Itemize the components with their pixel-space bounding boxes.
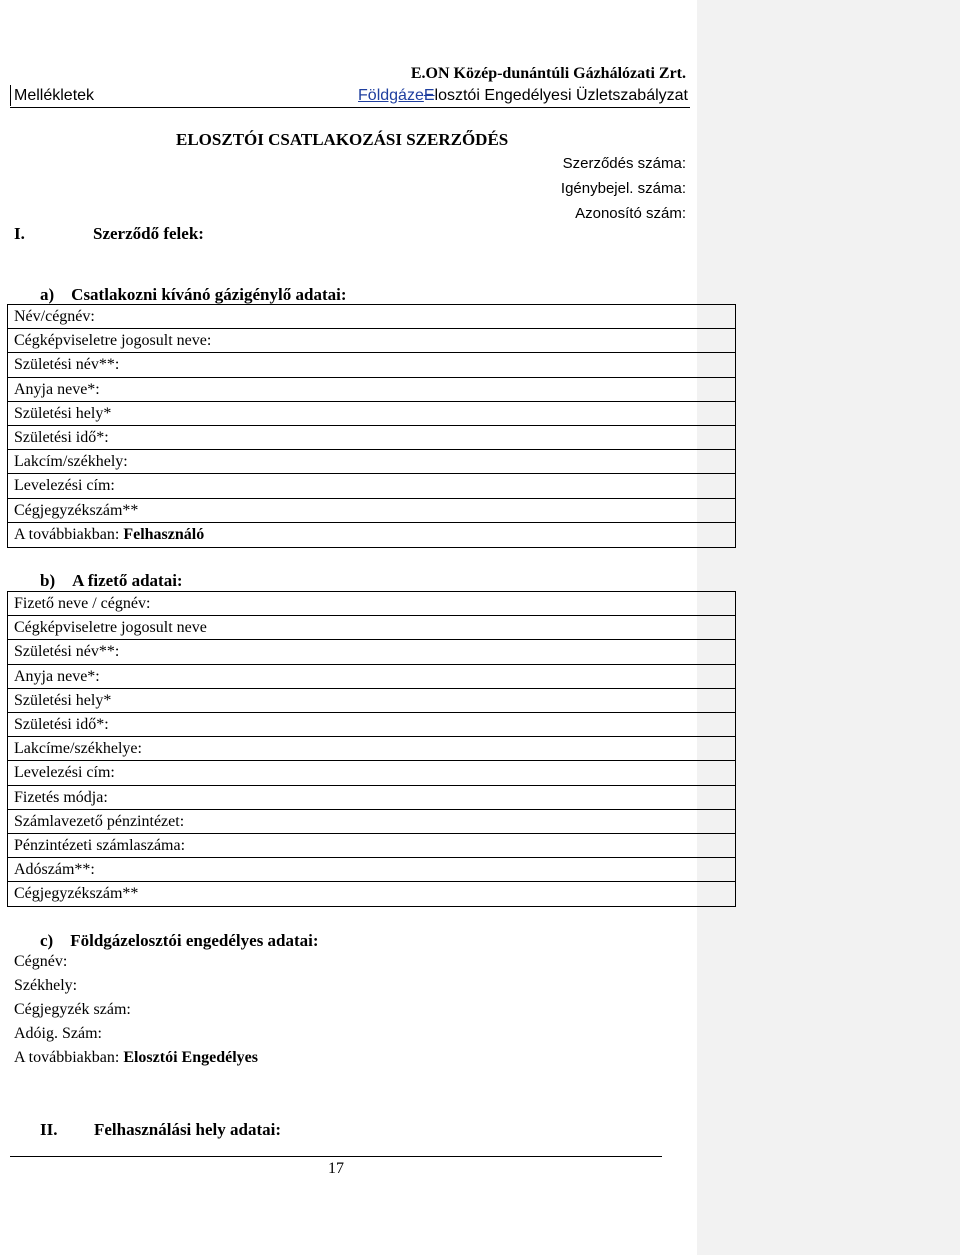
table-row: Cégképviseletre jogosult neve:: [8, 329, 735, 353]
table-row: Pénzintézeti számlaszáma:: [8, 834, 735, 858]
part-c-line: Székhely:: [14, 977, 78, 994]
tracked-insertion: Földgáze: [358, 87, 424, 104]
header-rule: [10, 107, 690, 108]
part-c-alias-line: [14, 1049, 258, 1067]
table-row: Cégképviseletre jogosult neve: [8, 616, 735, 640]
regulation-rest: losztói Engedélyesi Üzletszabályzat: [434, 87, 688, 104]
party-alias: Felhasználó: [123, 525, 205, 543]
section1-title: Szerződő felek:: [93, 224, 204, 243]
row-label: A továbbiakban:: [14, 1049, 124, 1066]
part-b-heading: b) A fizető adatai:: [40, 571, 183, 590]
section2-title: Felhasználási hely adatai:: [94, 1120, 282, 1139]
table-row: Levelezési cím:: [8, 761, 735, 785]
part-c-line: Adóig. Szám:: [14, 1025, 102, 1042]
table-row: Lakcím/székhely:: [8, 450, 735, 474]
header-left-label: Mellékletek: [14, 87, 95, 104]
table-row: Születési hely*: [8, 402, 735, 426]
header-change-bar: [10, 85, 11, 106]
id-number-label: Azonosító szám:: [575, 205, 686, 222]
table-row: Születési idő*:: [8, 426, 735, 450]
section2-number: II.: [40, 1120, 58, 1139]
part-c-heading: c) Földgázelosztói engedélyes adatai:: [40, 931, 319, 950]
tracked-deletion: E: [423, 87, 435, 104]
table-row: Cégjegyzékszám**: [14, 885, 139, 903]
contract-number-label: Szerződés száma:: [562, 155, 686, 172]
party-alias: Elosztói Engedélyes: [123, 1049, 258, 1066]
table-row: Cégjegyzékszám**: [8, 499, 735, 523]
part-a-table: [7, 304, 736, 548]
table-row: Születési idő*:: [8, 713, 735, 737]
table-row: Név/cégnév:: [8, 305, 735, 329]
part-c-line: Cégnév:: [14, 953, 68, 970]
page-number: 17: [328, 1160, 344, 1177]
table-row: Anyja neve*:: [8, 665, 735, 689]
header-company: E.ON Közép-dunántúli Gázhálózati Zrt.: [410, 65, 686, 82]
document-title: ELOSZTÓI CSATLAKOZÁSI SZERZŐDÉS: [176, 130, 509, 149]
table-row: Fizető neve / cégnév:: [8, 592, 735, 616]
section1-number: I.: [14, 224, 25, 243]
table-row: Adószám**:: [8, 858, 735, 882]
table-row: Számlavezető pénzintézet:: [8, 810, 735, 834]
comment-pane: [697, 0, 960, 1255]
part-c-line: Cégjegyzék szám:: [14, 1001, 131, 1018]
part-a-heading: a) Csatlakozni kívánó gázigénylő adatai:: [40, 285, 347, 304]
part-b-table: [7, 591, 736, 907]
table-row: [8, 523, 735, 547]
request-number-label: Igénybejel. száma:: [560, 180, 686, 197]
table-row: Levelezési cím:: [8, 474, 735, 498]
table-row: Születési hely*: [8, 689, 735, 713]
table-row: Születési név**:: [8, 640, 735, 664]
table-row: Anyja neve*:: [8, 378, 735, 402]
table-row: Születési név**:: [8, 353, 735, 377]
table-row: Fizetés módja:: [8, 786, 735, 810]
table-row: Lakcíme/székhelye:: [8, 737, 735, 761]
row-label: A továbbiakban:: [14, 525, 124, 543]
footer-rule: [10, 1156, 662, 1157]
header-regulation: [358, 87, 688, 105]
